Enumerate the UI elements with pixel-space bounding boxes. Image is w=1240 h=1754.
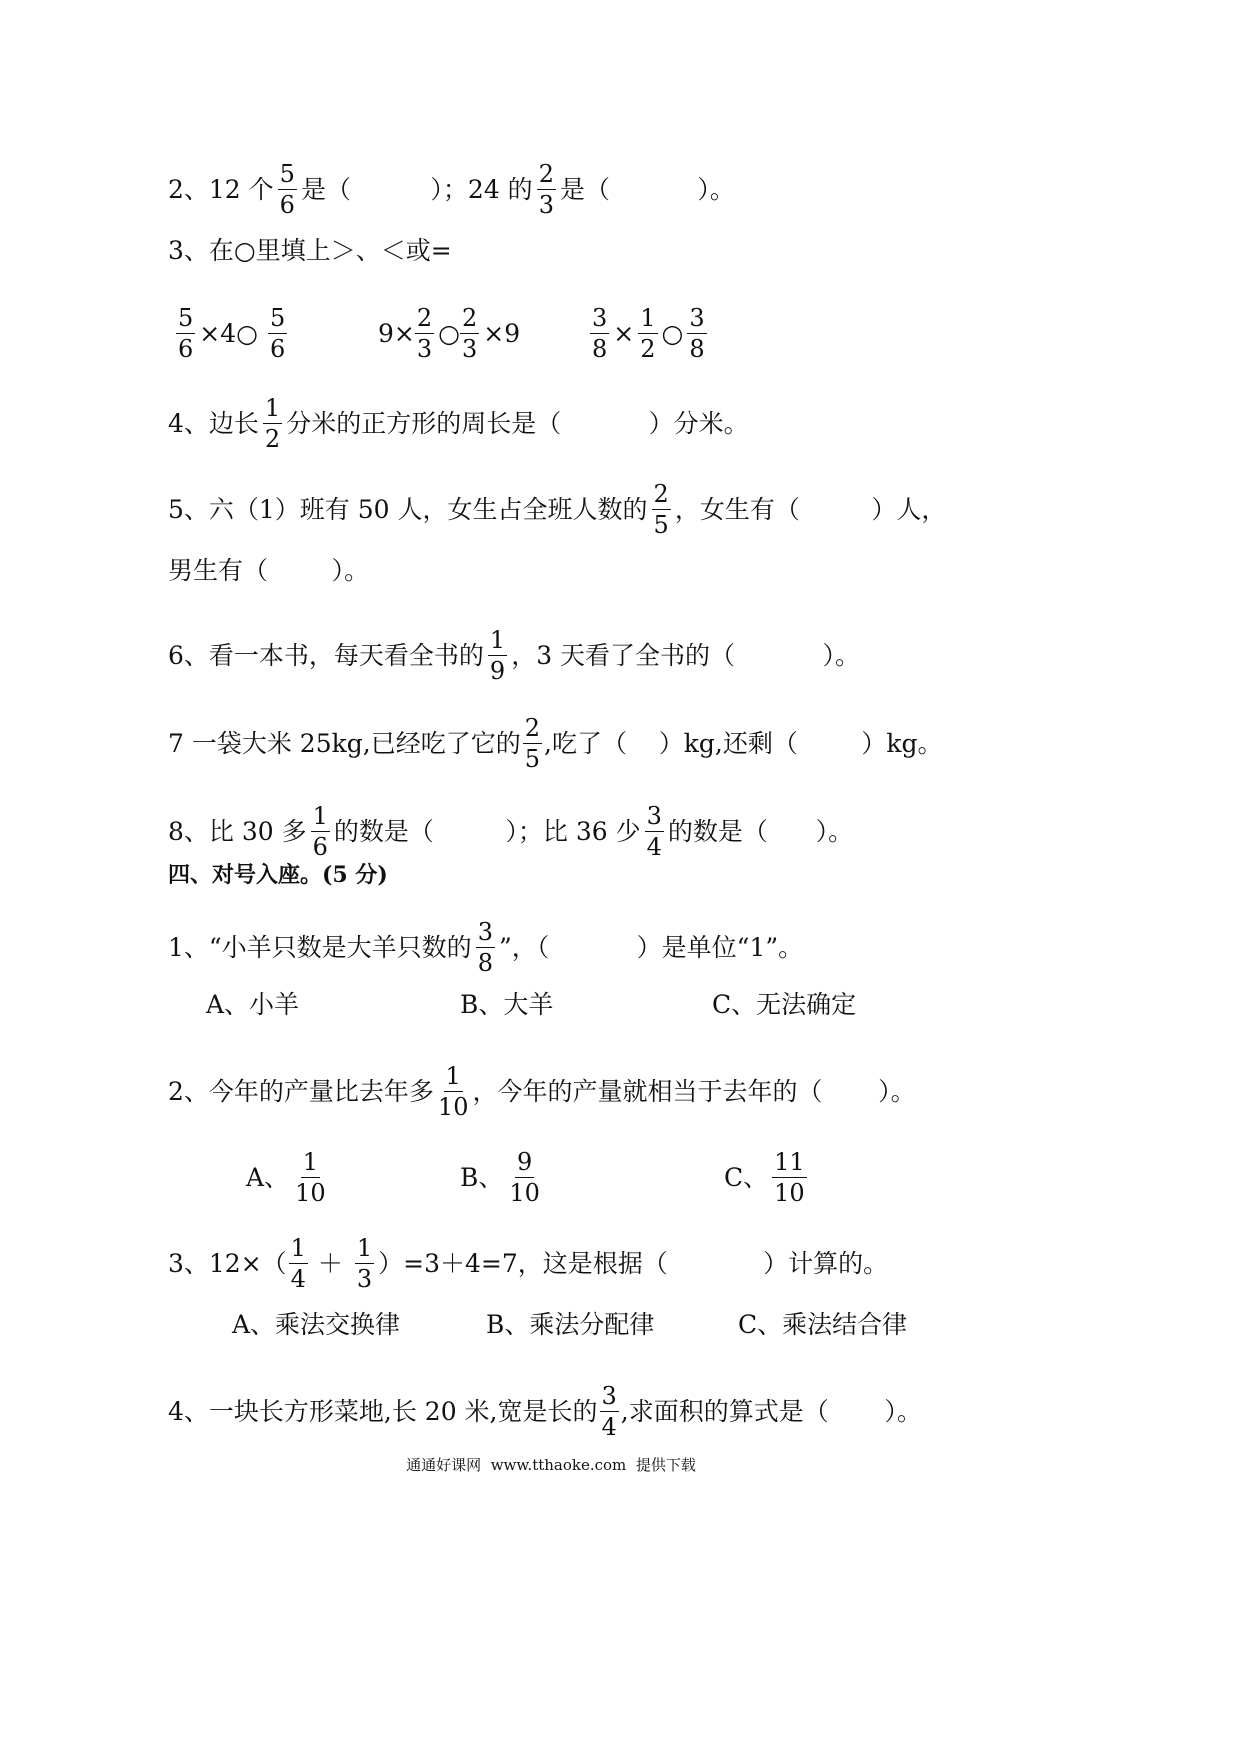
q2-text-b: 是（ ）；24 的 — [300, 174, 533, 204]
question-2 — [168, 162, 735, 217]
section-4-question-1: 1、“小羊只数是大羊只数的 $\frac{3}{8}$ ”，（ ）是单位“1”。 — [168, 918, 804, 977]
q3-expression-3: $\frac{3}{8}$ × $\frac{1}{2}$ ○ $\frac{3}{8}$ — [592, 304, 705, 363]
question-8: 8、比 30 多 $\frac{1}{6}$ 的数是（ ）；比 36 少 $\frac{3}{4}$ 的数是（ ）。 — [168, 802, 854, 861]
section-4-question-3: 3、12×（ $\frac{1}{4}$ ＋ $\frac{1}{3}$ ）=3＋4=7，这是根据（ ）计算的。 — [168, 1234, 889, 1293]
s4q2-option-a[interactable]: A、 $\frac{1}{10}$ — [246, 1148, 326, 1207]
s4q1-option-c[interactable]: C、无法确定 — [712, 990, 857, 1019]
question-4: 4、边长 $\frac{1}{2}$ 分米的正方形的周长是（ ）分米。 — [168, 394, 749, 453]
s4q2-option-c[interactable]: C、 $\frac{11}{10}$ — [724, 1148, 805, 1207]
s4q3-option-a[interactable]: A、乘法交换律 — [232, 1310, 401, 1339]
question-6: 6、看一本书，每天看全书的 $\frac{1}{9}$ ，3 天看了全书的（ ）。 — [168, 626, 860, 685]
s4q3-option-b[interactable]: B、乘法分配律 — [486, 1310, 655, 1339]
q2-text-a: 2、12 个 — [168, 174, 274, 204]
section-4-heading: 四、对号入座。(5 分) — [168, 862, 388, 888]
q3-expression-2: 9× $\frac{2}{3}$ ○ $\frac{2}{3}$ ×9 — [378, 304, 521, 363]
q2-fraction-2: $\frac{2}{3}$ — [538, 160, 554, 219]
question-5-line-2: 男生有（ ）。 — [168, 556, 370, 585]
q2-text-c: 是（ ）。 — [559, 174, 735, 204]
section-4-question-2: 2、今年的产量比去年多 $\frac{1}{10}$ ，今年的产量就相当于去年的（ ）。 — [168, 1062, 916, 1121]
question-5: 5、六（1）班有 50 人，女生占全班人数的 $\frac{2}{5}$ ，女生有（ ）人， — [168, 480, 947, 539]
s4q1-option-a[interactable]: A、小羊 — [206, 990, 300, 1019]
s4q2-option-b[interactable]: B、 $\frac{9}{10}$ — [460, 1148, 540, 1207]
s4q1-option-b[interactable]: B、大羊 — [460, 990, 554, 1019]
q2-fraction-1: $\frac{5}{6}$ — [279, 160, 295, 219]
s4q3-option-c[interactable]: C、乘法结合律 — [738, 1310, 908, 1339]
q3-expression-1: $\frac{5}{6}$ ×4○ $\frac{5}{6}$ — [178, 304, 286, 363]
question-3-title: 3、在○里填上＞、＜或= — [168, 236, 452, 265]
page-footer: 通通好课网 www.tthaoke.com 提供下载 — [406, 1456, 696, 1474]
section-4-question-4: 4、一块长方形菜地,长 20 米,宽是长的 $\frac{3}{4}$ ,求面积的算式是（ ）。 — [168, 1382, 922, 1441]
question-7: 7 一袋大米 25kg,已经吃了它的 $\frac{2}{5}$ ,吃了（ ）kg,还剩（ ）kg。 — [168, 714, 943, 773]
